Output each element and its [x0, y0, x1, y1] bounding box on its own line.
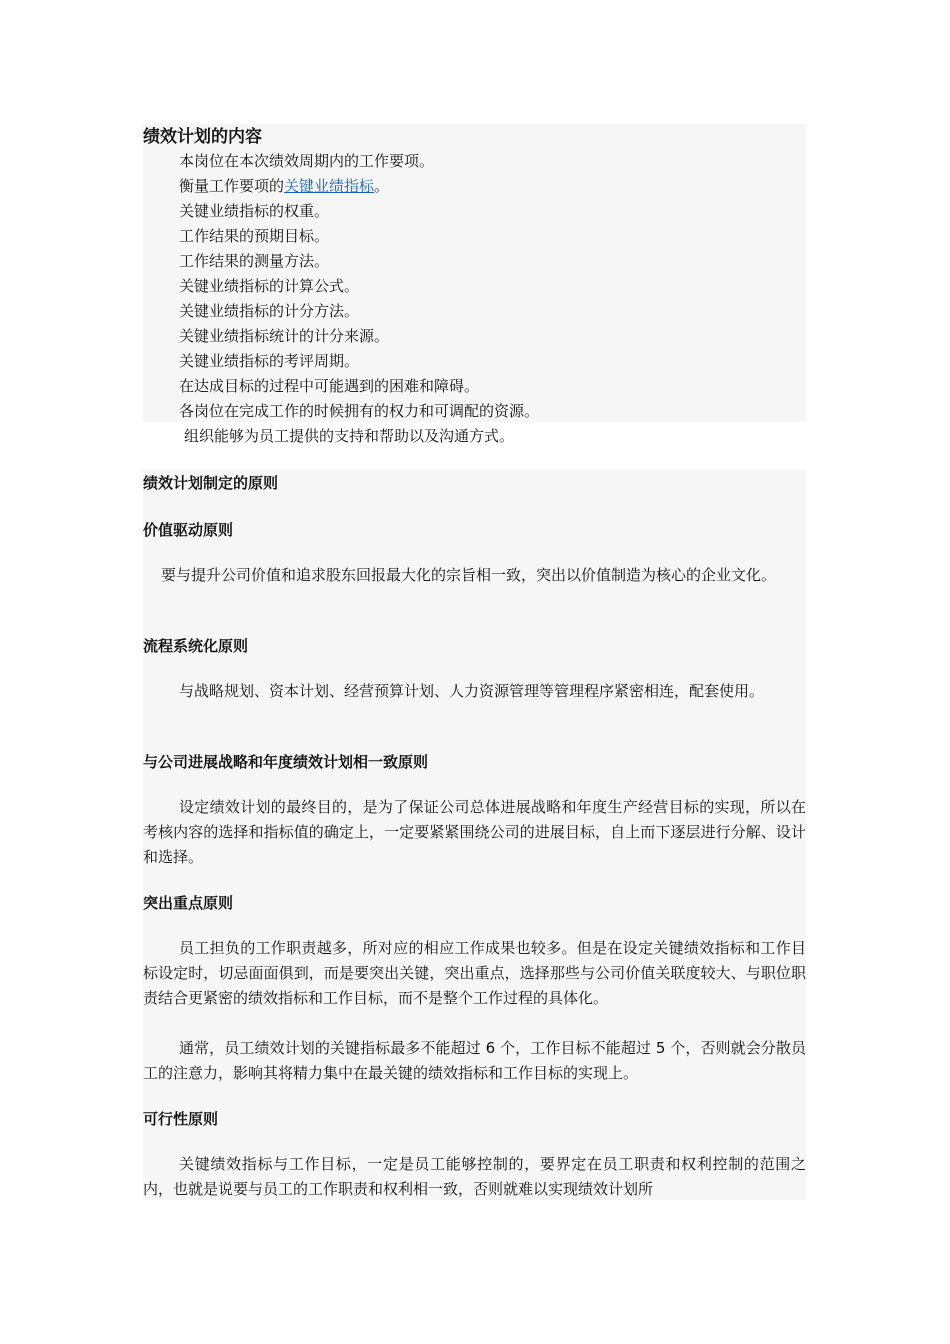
list-item: 关键业绩指标的计分方法。 [179, 302, 360, 320]
list-item: 关键业绩指标的计算公式。 [179, 277, 360, 295]
principle-paragraph: 关键绩效指标与工作目标，一定是员工能够控制的，要界定在员工职责和权利控制的范围之内，也就是说要与员工的工作职责和权利相一致，否则就难以实现绩效计划所 [143, 1155, 806, 1198]
list-item: 在达成目标的过程中可能遇到的困难和障碍。 [179, 377, 480, 395]
item-suffix: 。 [374, 177, 390, 195]
principle-title: 价值驱动原则 [143, 521, 234, 539]
principle-title: 突出重点原则 [143, 894, 234, 912]
item-prefix: 衡量工作要项的 [179, 177, 285, 195]
section-title: 绩效计划制定的原则 [143, 474, 279, 492]
principle-title: 流程系统化原则 [143, 637, 249, 655]
principle-paragraph: 设定绩效计划的最终目的，是为了保证公司总体进展战略和年度生产经营目标的实现，所以在考核内容的选择和指标值的确定上，一定要紧紧围绕公司的进展目标，自上而下逐层进行分解、设计和选择。 [143, 798, 806, 866]
list-item: 本岗位在本次绩效周期内的工作要项。 [179, 152, 435, 170]
list-item: 关键业绩指标统计的计分来源。 [179, 327, 390, 345]
principle-paragraph: 员工担负的工作职责越多，所对应的相应工作成果也较多。但是在设定关键绩效指标和工作目标设定时，切忌面面俱到，而是要突出关键，突出重点，选择那些与公司价值关联度较大、与职位职责结合更紧密的绩效指标和工作目标，而不是整个工作过程的具体化。 [143, 939, 806, 1007]
section-title: 绩效计划的内容 [143, 127, 262, 147]
list-item: 工作结果的预期目标。 [179, 227, 330, 245]
list-item: 关键业绩指标的考评周期。 [179, 352, 360, 370]
list-item: 组织能够为员工提供的支持和帮助以及沟通方式。 [184, 427, 515, 445]
list-item [143, 174, 806, 199]
principle-title: 可行性原则 [143, 1110, 219, 1128]
principle-paragraph: 与战略规划、资本计划、经营预算计划、人力资源管理等管理程序紧密相连，配套使用。 [179, 682, 765, 700]
list-item: 各岗位在完成工作的时候拥有的权力和可调配的资源。 [179, 402, 540, 420]
principle-paragraph: 要与提升公司价值和追求股东回报最大化的宗旨相一致，突出以价值制造为核心的企业文化。 [161, 566, 777, 584]
principle-title: 与公司进展战略和年度绩效计划相一致原则 [143, 753, 429, 771]
kpi-link[interactable]: 关键业绩指标 [284, 177, 375, 195]
list-item: 关键业绩指标的权重。 [179, 202, 330, 220]
section-plan-content [143, 125, 806, 449]
principle-paragraph: 通常，员工绩效计划的关键指标最多不能超过 6 个，工作目标不能超过 5 个，否则就会分散员工的注意力，影响其将精力集中在最关键的绩效指标和工作目标的实现上。 [143, 1039, 806, 1082]
list-item: 工作结果的测量方法。 [179, 252, 330, 270]
